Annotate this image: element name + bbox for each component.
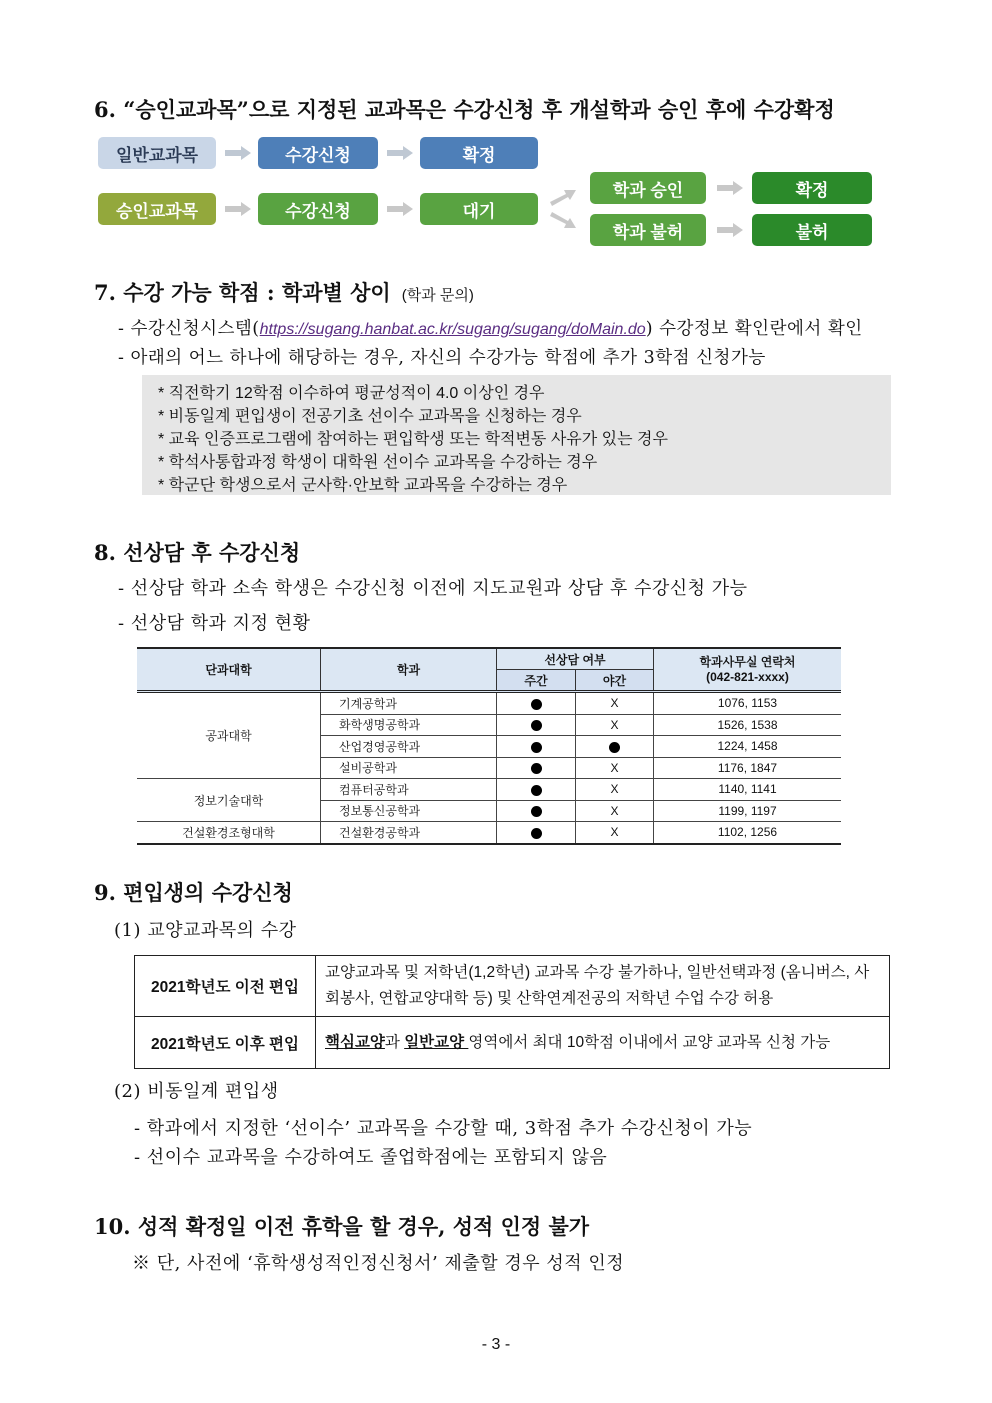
day-counsel-cell xyxy=(497,779,576,801)
night-counsel-cell xyxy=(576,736,654,758)
lib-value-before: 교양교과목 및 저학년(1,2학년) 교과목 수강 불가하나, 일반선택과정 (옴니버스, 사회봉사, 연합교양대학 등) 및 산학연계전공의 저학년 수업 수강 허용 xyxy=(316,956,890,1017)
flow-chip-dept-reject: 학과 불허 xyxy=(590,214,706,246)
arrow-icon xyxy=(717,181,743,195)
condition-item: * 교육 인증프로그램에 참여하는 편입학생 또는 학적변동 사유가 있는 경우 xyxy=(158,431,668,448)
conditions-box xyxy=(142,375,891,495)
day-counsel-cell xyxy=(497,714,576,736)
arrow-icon xyxy=(387,202,413,216)
flow-chip-approval-course: 승인교과목 xyxy=(98,193,216,225)
night-counsel-cell: X xyxy=(576,757,654,779)
flow-chip-rejected: 불허 xyxy=(752,214,872,246)
phone-cell: 1199, 1197 xyxy=(654,800,842,822)
flow-chip-confirm: 확정 xyxy=(420,137,538,169)
table-row xyxy=(137,692,841,715)
night-counsel-cell: X xyxy=(576,714,654,736)
day-counsel-cell xyxy=(497,800,576,822)
condition-item: * 비동일계 편입생이 전공기초 선이수 교과목을 신청하는 경우 xyxy=(158,408,582,425)
phone-cell: 1102, 1256 xyxy=(654,822,842,844)
section9-sub1: (1) 교양교과목의 수강 xyxy=(114,920,297,941)
college-cell: 건설환경조형대학 xyxy=(137,822,321,844)
lib-key-after: 2021학년도 이후 편입 xyxy=(135,1017,316,1069)
college-cell: 정보기술대학 xyxy=(137,779,321,822)
filled-circle-icon xyxy=(531,763,542,774)
lib-key-before: 2021학년도 이전 편입 xyxy=(135,956,316,1017)
section7-line1 xyxy=(118,315,863,340)
day-counsel-cell xyxy=(497,822,576,844)
flow-chip-dept-approve: 학과 승인 xyxy=(590,172,706,204)
night-counsel-cell: X xyxy=(576,692,654,715)
header-contact xyxy=(654,648,842,692)
phone-cell: 1224, 1458 xyxy=(654,736,842,758)
arrow-icon xyxy=(387,146,413,160)
filled-circle-icon xyxy=(531,785,542,796)
header-counsel: 선상담 여부 xyxy=(497,648,654,670)
header-night: 야간 xyxy=(576,670,654,692)
arrow-icon xyxy=(225,146,251,160)
dept-cell: 컴퓨터공학과 xyxy=(321,779,497,801)
dept-cell: 화학생명공학과 xyxy=(321,714,497,736)
table-row xyxy=(135,956,890,1017)
section9-line2: - 선이수 교과목을 수강하여도 졸업학점에는 포함되지 않음 xyxy=(134,1147,608,1168)
condition-item: * 학군단 학생으로서 군사학·안보학 교과목을 수강하는 경우 xyxy=(158,477,568,494)
header-contact-title: 학과사무실 연락처 xyxy=(699,654,796,669)
college-cell: 공과대학 xyxy=(137,692,321,779)
general-liberal-label: 일반교양 xyxy=(404,1033,469,1051)
section7-heading xyxy=(94,277,474,307)
header-dept: 학과 xyxy=(321,648,497,692)
liberal-arts-table xyxy=(134,955,890,1069)
night-counsel-cell: X xyxy=(576,779,654,801)
flow-chip-register-2: 수강신청 xyxy=(258,193,378,225)
section7-line2: - 아래의 어느 하나에 해당하는 경우, 자신의 수강가능 학점에 추가 3학점 신청가능 xyxy=(118,348,766,368)
filled-circle-icon xyxy=(531,742,542,753)
header-contact-sub: (042-821-xxxx) xyxy=(706,669,789,684)
flow-chip-register: 수강신청 xyxy=(258,137,378,169)
table-row xyxy=(137,779,841,801)
line1-prefix: - 수강신청시스템( xyxy=(118,319,260,339)
section9-sub2: (2) 비동일계 편입생 xyxy=(114,1081,279,1102)
section10-note: ※ 단, 사전에 ‘휴학생성적인정신청서’ 제출할 경우 성적 인정 xyxy=(132,1253,625,1274)
section9-title: 9. 편입생의 수강신청 xyxy=(94,880,293,905)
night-counsel-cell: X xyxy=(576,822,654,844)
phone-cell: 1140, 1141 xyxy=(654,779,842,801)
night-counsel-cell: X xyxy=(576,800,654,822)
page-number: - 3 - xyxy=(481,1336,511,1353)
lib-value-after xyxy=(316,1017,890,1069)
phone-cell: 1076, 1153 xyxy=(654,692,842,715)
filled-circle-icon xyxy=(531,806,542,817)
header-college: 단과대학 xyxy=(137,648,321,692)
section10-title: 10. 성적 확정일 이전 휴학을 할 경우, 성적 인정 불가 xyxy=(94,1214,590,1239)
section8-line1: - 선상담 학과 소속 학생은 수강신청 이전에 지도교원과 상담 후 수강신청 가능 xyxy=(118,578,748,599)
phone-cell: 1176, 1847 xyxy=(654,757,842,779)
arrow-icon xyxy=(717,223,743,237)
day-counsel-cell xyxy=(497,692,576,715)
table-row xyxy=(137,822,841,844)
condition-item: * 학석사통합과정 학생이 대학원 선이수 교과목을 수강하는 경우 xyxy=(158,454,598,471)
section6-title: 6. “승인교과목”으로 지정된 교과목은 수강신청 후 개설학과 승인 후에 수강확정 xyxy=(94,97,835,122)
counsel-dept-table xyxy=(137,647,841,845)
dept-cell: 정보통신공학과 xyxy=(321,800,497,822)
filled-circle-icon xyxy=(531,720,542,731)
sugang-link[interactable]: https://sugang.hanbat.ac.kr/sugang/sugang/doMain.do xyxy=(259,321,646,338)
section9-line1: - 학과에서 지정한 ‘선이수’ 교과목을 수강할 때, 3학점 추가 수강신청이 가능 xyxy=(134,1118,753,1139)
phone-cell: 1526, 1538 xyxy=(654,714,842,736)
core-liberal-label: 핵심교양 xyxy=(325,1033,385,1051)
table-row xyxy=(135,1017,890,1069)
dept-cell: 건설환경공학과 xyxy=(321,822,497,844)
dept-cell: 산업경영공학과 xyxy=(321,736,497,758)
line1-suffix: ) 수강정보 확인란에서 확인 xyxy=(645,319,863,339)
lib-mid-text: 과 xyxy=(384,1033,405,1051)
day-counsel-cell xyxy=(497,736,576,758)
flow-chip-final-confirm: 확정 xyxy=(752,172,872,204)
section8-title: 8. 선상담 후 수강신청 xyxy=(94,540,301,565)
arrow-icon xyxy=(225,202,251,216)
lib-rest-text: 영역에서 최대 10학점 이내에서 교양 교과목 신청 가능 xyxy=(468,1033,831,1051)
flow-chip-general-course: 일반교과목 xyxy=(98,137,216,169)
branch-arrows-icon xyxy=(548,180,580,240)
flow-chip-waiting: 대기 xyxy=(420,193,538,225)
filled-circle-icon xyxy=(531,699,542,710)
dept-cell: 설비공학과 xyxy=(321,757,497,779)
section7-title: 7. 수강 가능 학점 : 학과별 상이 xyxy=(94,280,391,305)
filled-circle-icon xyxy=(531,828,542,839)
condition-item: * 직전학기 12학점 이수하여 평균성적이 4.0 이상인 경우 xyxy=(158,385,545,402)
day-counsel-cell xyxy=(497,757,576,779)
filled-circle-icon xyxy=(609,742,620,753)
dept-cell: 기계공학과 xyxy=(321,692,497,715)
section8-line2: - 선상담 학과 지정 현황 xyxy=(118,613,311,634)
header-day: 주간 xyxy=(497,670,576,692)
section7-title-note: (학과 문의) xyxy=(401,287,474,304)
